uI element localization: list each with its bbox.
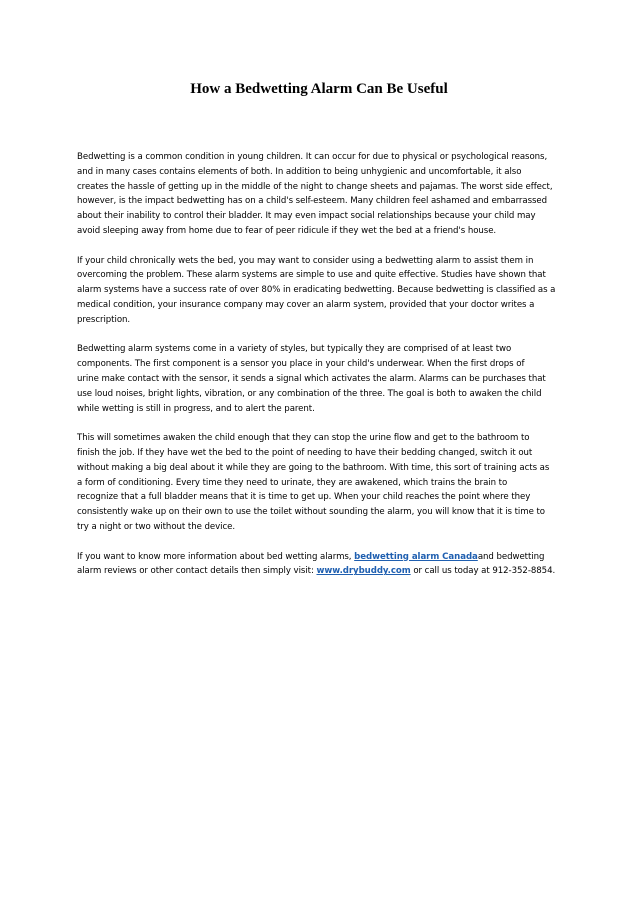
text-line: prescription. (77, 314, 131, 325)
text-line: components. The first component is a sensor you place in your child's underwear. When the first drops of (77, 359, 525, 370)
text-line: avoid sleeping away from home due to fear of peer ridicule if they wet the bed at a friend's house. (77, 225, 497, 236)
contact-text: or call us today at 912-352-8854. (410, 566, 556, 577)
paragraph-contact (77, 550, 565, 580)
text-line: consistently wake up on their own to use the toilet without sounding the alarm, you will know that it is time to (77, 507, 545, 518)
text-line: This will sometimes awaken the child enough that they can stop the urine flow and get to the bathroom to (77, 433, 530, 444)
text-line: recognize that a full bladder means that it is time to get up. When your child reaches the point where they (77, 492, 531, 503)
text-line: alarm systems have a success rate of over 80% in eradicating bedwetting. Because bedwetting is classified as a (77, 285, 556, 296)
paragraph-2 (77, 254, 565, 328)
text-line: use loud noises, bright lights, vibration, or any combination of the three. The goal is both to awaken the child (77, 388, 542, 399)
document-body (77, 150, 565, 594)
contact-text: and bedwetting (477, 551, 545, 562)
drybuddy-website-link[interactable]: www.drybuddy.com (316, 566, 411, 577)
page-title: How a Bedwetting Alarm Can Be Useful (190, 81, 448, 97)
text-line: medical condition, your insurance company may cover an alarm system, provided that your doctor writes a (77, 299, 535, 310)
text-line: try a night or two without the device. (77, 521, 236, 532)
bedwetting-alarm-canada-link[interactable]: bedwetting alarm Canada (354, 551, 478, 562)
text-line: and in many cases contains elements of both. In addition to being unhygienic and uncomfortable, it also (77, 166, 522, 177)
text-line (77, 564, 565, 579)
text-line: however, is the impact bedwetting has on a child's self-esteem. Many children feel ashamed and embarrassed (77, 196, 548, 207)
text-line: creates the hassle of getting up in the middle of the night to change sheets and pajamas. The worst side effect, (77, 181, 553, 192)
text-line: overcoming the problem. These alarm systems are simple to use and quite effective. Studies have shown that (77, 270, 546, 281)
contact-text: alarm reviews or other contact details then simply visit: (77, 566, 317, 577)
text-line: urine make contact with the sensor, it sends a signal which activates the alarm. Alarms can be purchases that (77, 373, 546, 384)
text-line: finish the job. If they have wet the bed to the point of needing to have their bedding changed, switch it out (77, 447, 533, 458)
text-line (77, 550, 565, 565)
text-line: Bedwetting is a common condition in young children. It can occur for due to physical or psychological reasons, (77, 152, 548, 162)
text-line: a form of conditioning. Every time they need to urinate, they are awakened, which trains the brain to (77, 477, 508, 488)
contact-text: If you want to know more information about bed wetting alarms, (77, 551, 355, 562)
text-line: while wetting is still in progress, and to alert the parent. (77, 403, 315, 414)
paragraph-1 (77, 150, 565, 239)
text-line: If your child chronically wets the bed, you may want to consider using a bedwetting alarm to assist them in (77, 255, 534, 266)
text-line: about their inability to control their bladder. It may even impact social relationships because your child may (77, 211, 536, 222)
text-line: Bedwetting alarm systems come in a variety of styles, but typically they are comprised of at least two (77, 344, 512, 355)
paragraph-4 (77, 431, 565, 535)
paragraph-3 (77, 342, 565, 416)
text-line: without making a big deal about it while they are going to the bathroom. With time, this sort of training acts as (77, 462, 550, 473)
